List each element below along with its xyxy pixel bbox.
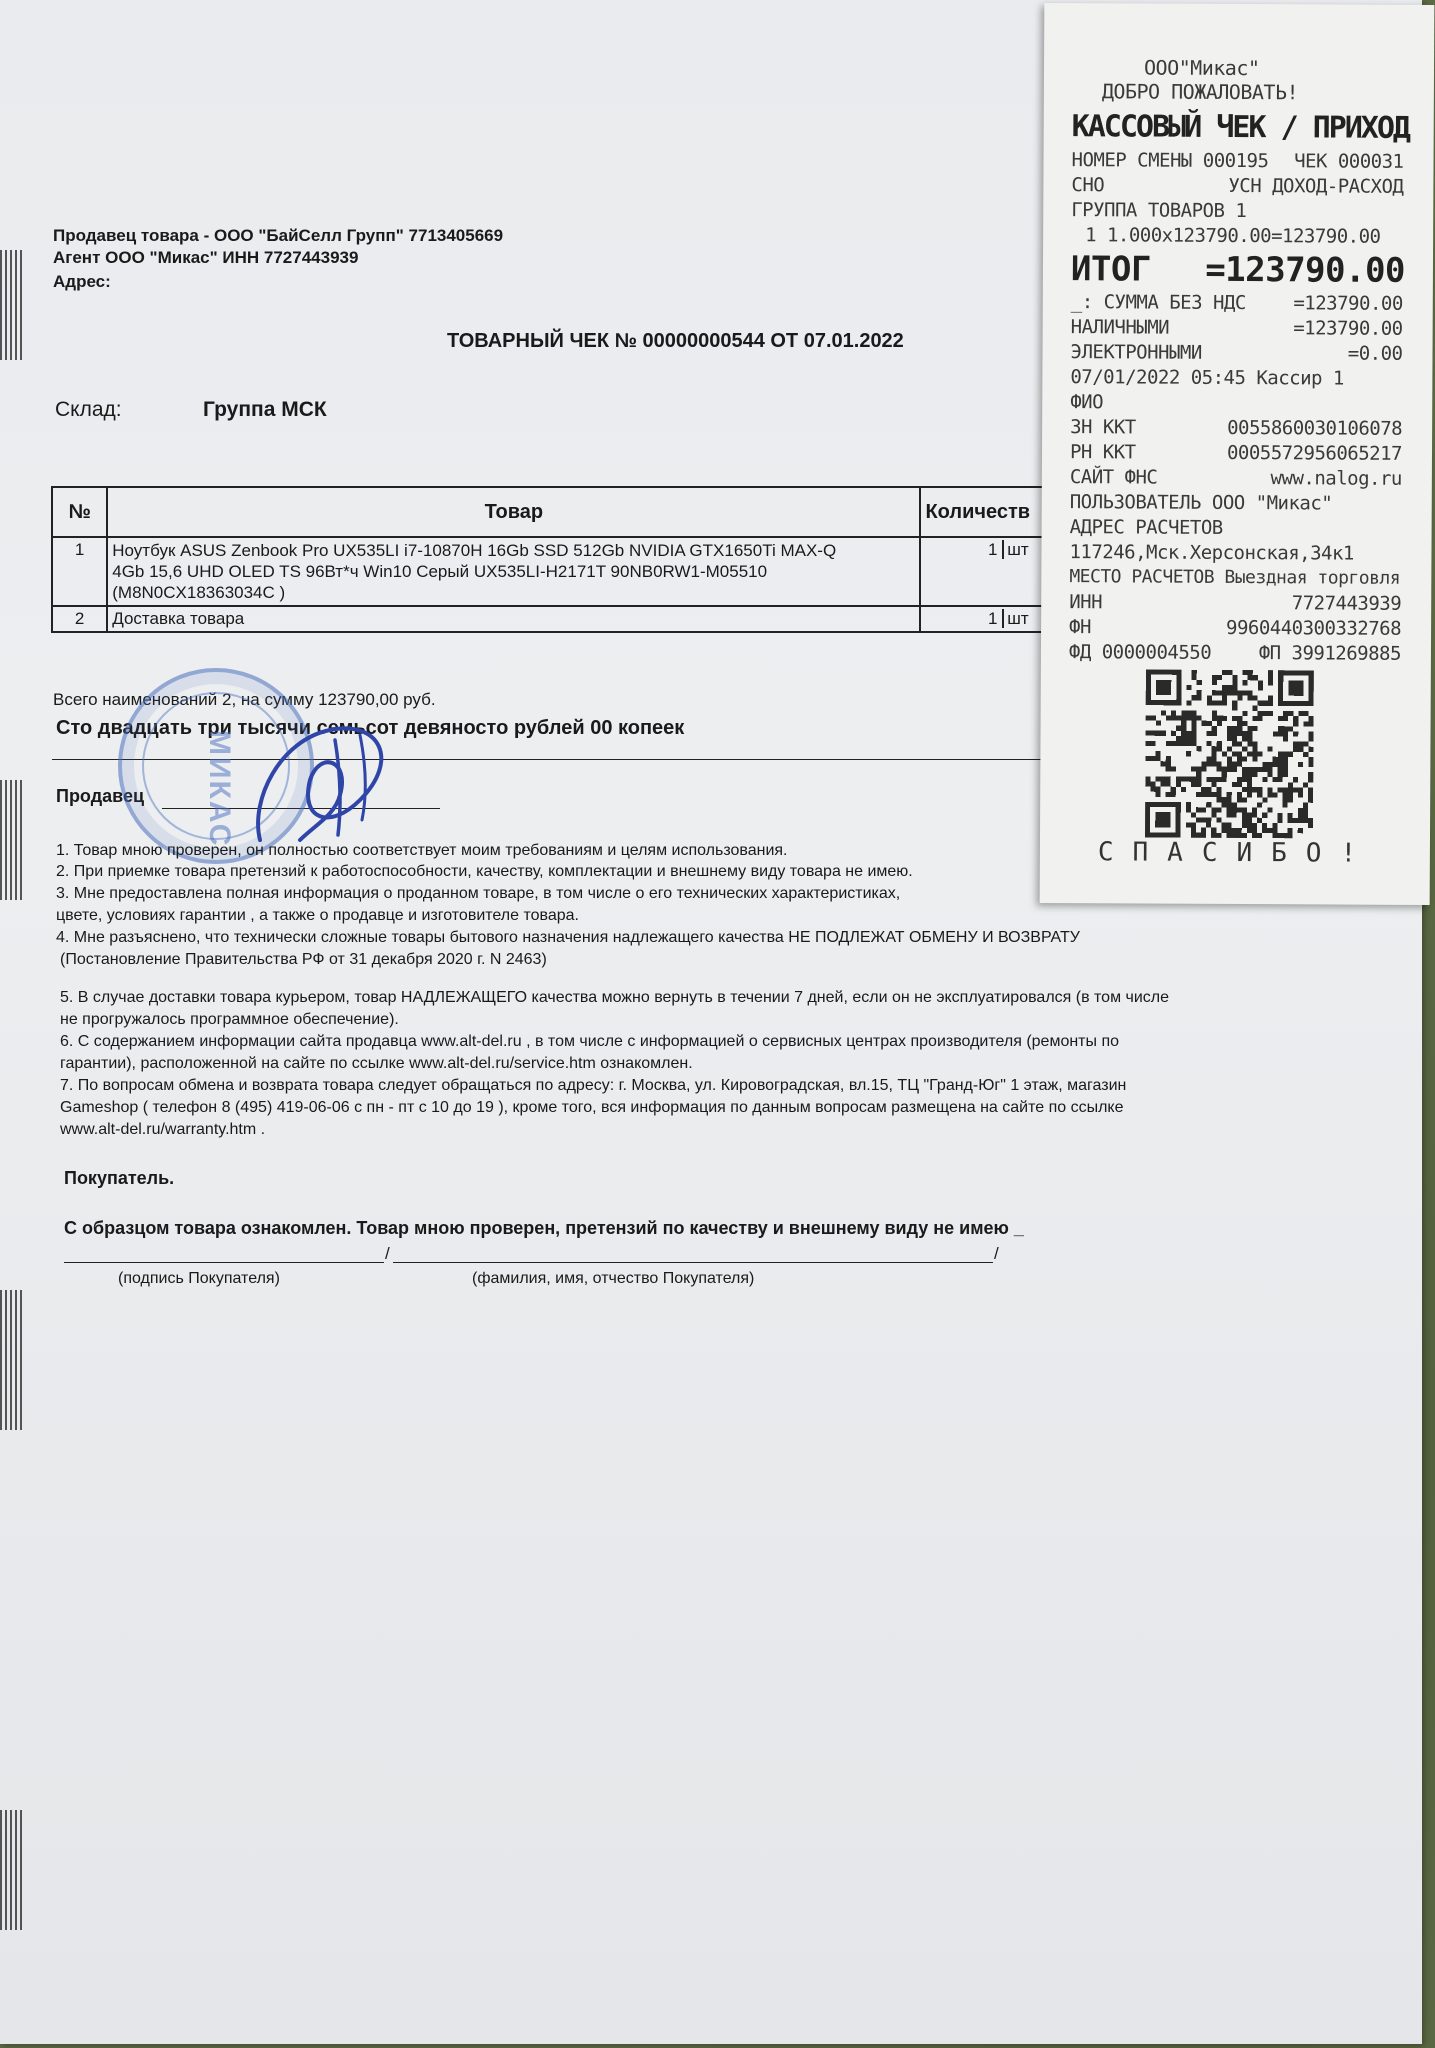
items-table — [51, 486, 1051, 633]
total-in-words: Сто двадцать три тысячи семьсот девяносто рублей 00 копеек — [56, 717, 685, 739]
cash-receipt — [1040, 3, 1435, 905]
receipt-total-label: ИТОГ — [1070, 249, 1151, 290]
receipt-shift: НОМЕР СМЕНЫ 000195 — [1071, 149, 1269, 173]
warehouse-value: Группа МСК — [203, 398, 327, 421]
receipt-electronic-value: =0.00 — [1347, 342, 1403, 365]
row-qty — [920, 537, 1050, 606]
receipt-rn-value: 0005572956065217 — [1226, 441, 1403, 465]
receipt-site-value: www.nalog.ru — [1270, 467, 1402, 490]
sign-caption-right: (фамилия, имя, отчество Покупателя) — [472, 1270, 755, 1287]
receipt-inn-value: 7727443939 — [1291, 592, 1402, 615]
receipt-zn-label: ЗН ККТ — [1070, 416, 1136, 439]
row-item — [107, 537, 920, 606]
receipt-welcome: ДОБРО ПОЖАЛОВАТЬ! — [1101, 79, 1299, 105]
receipt-fp: ФП 3991269885 — [1258, 642, 1402, 665]
term-line: гарантии), расположенной на сайте по ссылке www.alt-del.ru/service.htm ознакомлен. — [60, 1055, 693, 1072]
receipt-total-value: =123790.00 — [1205, 249, 1406, 291]
receipt-no-vat-label: _: СУММА БЕЗ НДС — [1070, 291, 1246, 315]
acknowledgment-text: С образцом товара ознакомлен. Товар мною проверен, претензий по качеству и внешнему виду не имею _ — [64, 1218, 1024, 1238]
qty-value: 1 — [988, 540, 998, 559]
term-line: 4. Мне разъяснено, что технически сложные товары бытового назначения надлежащего качества НЕ ПОДЛЕЖАТ ОБМЕНУ И ВОЗВРАТУ — [56, 929, 1080, 946]
invoice-title: ТОВАРНЫЙ ЧЕК № 00000000544 ОТ 07.01.2022 — [447, 330, 904, 352]
receipt-type: КАССОВЫЙ ЧЕК / ПРИХОД — [1071, 109, 1410, 146]
receipt-datetime: 07/01/2022 05:45 Кассир 1 — [1070, 366, 1344, 390]
term-line: цвете, условиях гарантии , а также о продавце и изготовителе товара. — [56, 907, 579, 924]
seller-sign-label: Продавец — [56, 786, 145, 806]
buyer-name-line — [393, 1262, 993, 1263]
receipt-sno-value: УСН ДОХОД-РАСХОД — [1228, 174, 1404, 198]
receipt-group: ГРУППА ТОВАРОВ 1 — [1071, 199, 1247, 223]
total-line: Всего наименований 2, на сумму 123790,00 руб. — [53, 690, 436, 709]
punch-hole-marks — [0, 780, 22, 900]
seller-signature — [240, 700, 410, 860]
punch-hole-marks — [0, 1810, 22, 1930]
qty-unit: шт — [1002, 609, 1028, 628]
item-line: (M8N0CX18363034C ) — [112, 583, 286, 602]
receipt-fn-label: ФН — [1069, 616, 1092, 639]
receipt-fio: ФИО — [1070, 391, 1104, 414]
receipt-thanks: СПАСИБО! — [1097, 837, 1376, 869]
slash-separator: / — [994, 1244, 999, 1263]
receipt-cash-label: НАЛИЧНЫМИ — [1070, 316, 1170, 339]
term-line: не прогружалось программное обеспечение). — [60, 1011, 399, 1028]
stamp-lettering: МИКАС — [203, 730, 236, 848]
term-line: 6. С содержанием информации сайта продавца www.alt-del.ru , в том числе с информацией о сервисных центрах производителя (ремонты по — [60, 1033, 1120, 1050]
qty-value: 1 — [988, 609, 998, 628]
receipt-fn-value: 9960440300332768 — [1226, 616, 1402, 640]
item-line: Доставка товара — [112, 609, 245, 628]
sign-caption-left: (подпись Покупателя) — [118, 1270, 280, 1287]
table-header-row — [52, 487, 1050, 537]
receipt-check-number: ЧЕК 000031 — [1294, 150, 1404, 173]
col-header-number: № — [52, 487, 107, 537]
item-line: 4Gb 15,6 UHD OLED TS 96Вт*ч Win10 Серый UX535LI-H2171T 90NB0RW1-M05510 — [112, 562, 768, 581]
term-line: (Постановление Правительства РФ от 31 декабря 2020 г. N 2463) — [60, 951, 547, 968]
slash-separator: / — [385, 1244, 390, 1263]
receipt-zn-value: 0055860030106078 — [1227, 416, 1403, 440]
term-line: 7. По вопросам обмена и возврата товара следует обращаться по адресу: г. Москва, ул. Кировоградская, вл.15, ТЦ "Гранд-Юг" 1 этаж, магазин — [60, 1077, 1127, 1094]
receipt-site-label: САЙТ ФНС — [1069, 466, 1158, 489]
receipt-fd: ФД 0000004550 — [1068, 641, 1212, 664]
seller-line: Продавец товара - ООО "БайСелл Групп" 7713405669 — [53, 226, 504, 245]
term-line: 1. Товар мною проверен, он полностью соответствует моим требованиям и целям использования. — [56, 842, 788, 859]
receipt-electronic-label: ЭЛЕКТРОННЫМИ — [1070, 341, 1202, 364]
term-line: 5. В случае доставки товара курьером, товар НАДЛЕЖАЩЕГО качества можно вернуть в течении 7 дней, если он не эксплуатировался (в том числе — [60, 989, 1170, 1006]
row-qty — [920, 606, 1050, 632]
punch-hole-marks — [0, 1290, 22, 1430]
row-number: 1 — [52, 537, 107, 606]
receipt-company: ООО"Микас" — [1143, 55, 1260, 81]
buyer-signature-line — [64, 1262, 384, 1263]
receipt-user: ПОЛЬЗОВАТЕЛЬ ООО "Микас" — [1069, 491, 1333, 515]
row-item — [107, 606, 920, 632]
term-line: www.alt-del.ru/warranty.htm . — [60, 1121, 266, 1138]
table-row — [52, 537, 1050, 606]
col-header-item: Товар — [107, 487, 920, 537]
receipt-rn-label: РН ККТ — [1069, 441, 1136, 464]
term-line: Gameshop ( телефон 8 (495) 419-06-06 с пн - пт с 10 до 19 ), кроме того, вся информация по данным вопросам размещена на сайте по ссылке — [60, 1099, 1124, 1116]
col-header-qty: Количеств — [920, 487, 1050, 537]
item-line: Ноутбук ASUS Zenbook Pro UX535LI i7-10870H 16Gb SSD 512Gb NVIDIA GTX1650Ti MAX-Q — [112, 541, 837, 560]
buyer-label: Покупатель. — [64, 1168, 175, 1188]
receipt-item-line: 1 1.000x123790.00=123790.00 — [1085, 224, 1381, 248]
receipt-no-vat-value: =123790.00 — [1293, 292, 1403, 315]
qr-code-icon — [1145, 670, 1314, 839]
punch-hole-marks — [0, 250, 22, 360]
receipt-cash-value: =123790.00 — [1293, 317, 1403, 340]
term-line: 3. Мне предоставлена полная информация о проданном товаре, в том числе о его технических характеристиках, — [56, 885, 901, 902]
qty-unit: шт — [1002, 540, 1028, 559]
term-line: 2. При приемке товара претензий к работоспособности, качеству, комплектации и внешнему виду товара не имею. — [56, 863, 913, 880]
receipt-address-value: 117246,Мск.Херсонская,34к1 — [1069, 541, 1354, 565]
row-number: 2 — [52, 606, 107, 632]
table-row — [52, 606, 1050, 632]
receipt-inn-label: ИНН — [1069, 591, 1103, 614]
receipt-sno-label: СНО — [1071, 174, 1105, 197]
receipt-place: МЕСТО РАСЧЕТОВ Выездная торговля — [1069, 566, 1401, 589]
address-label: Адрес: — [53, 272, 111, 291]
agent-line: Агент ООО "Микас" ИНН 7727443939 — [53, 248, 359, 267]
receipt-address-label: АДРЕС РАСЧЕТОВ — [1069, 516, 1223, 539]
warehouse-label: Склад: — [55, 398, 122, 421]
